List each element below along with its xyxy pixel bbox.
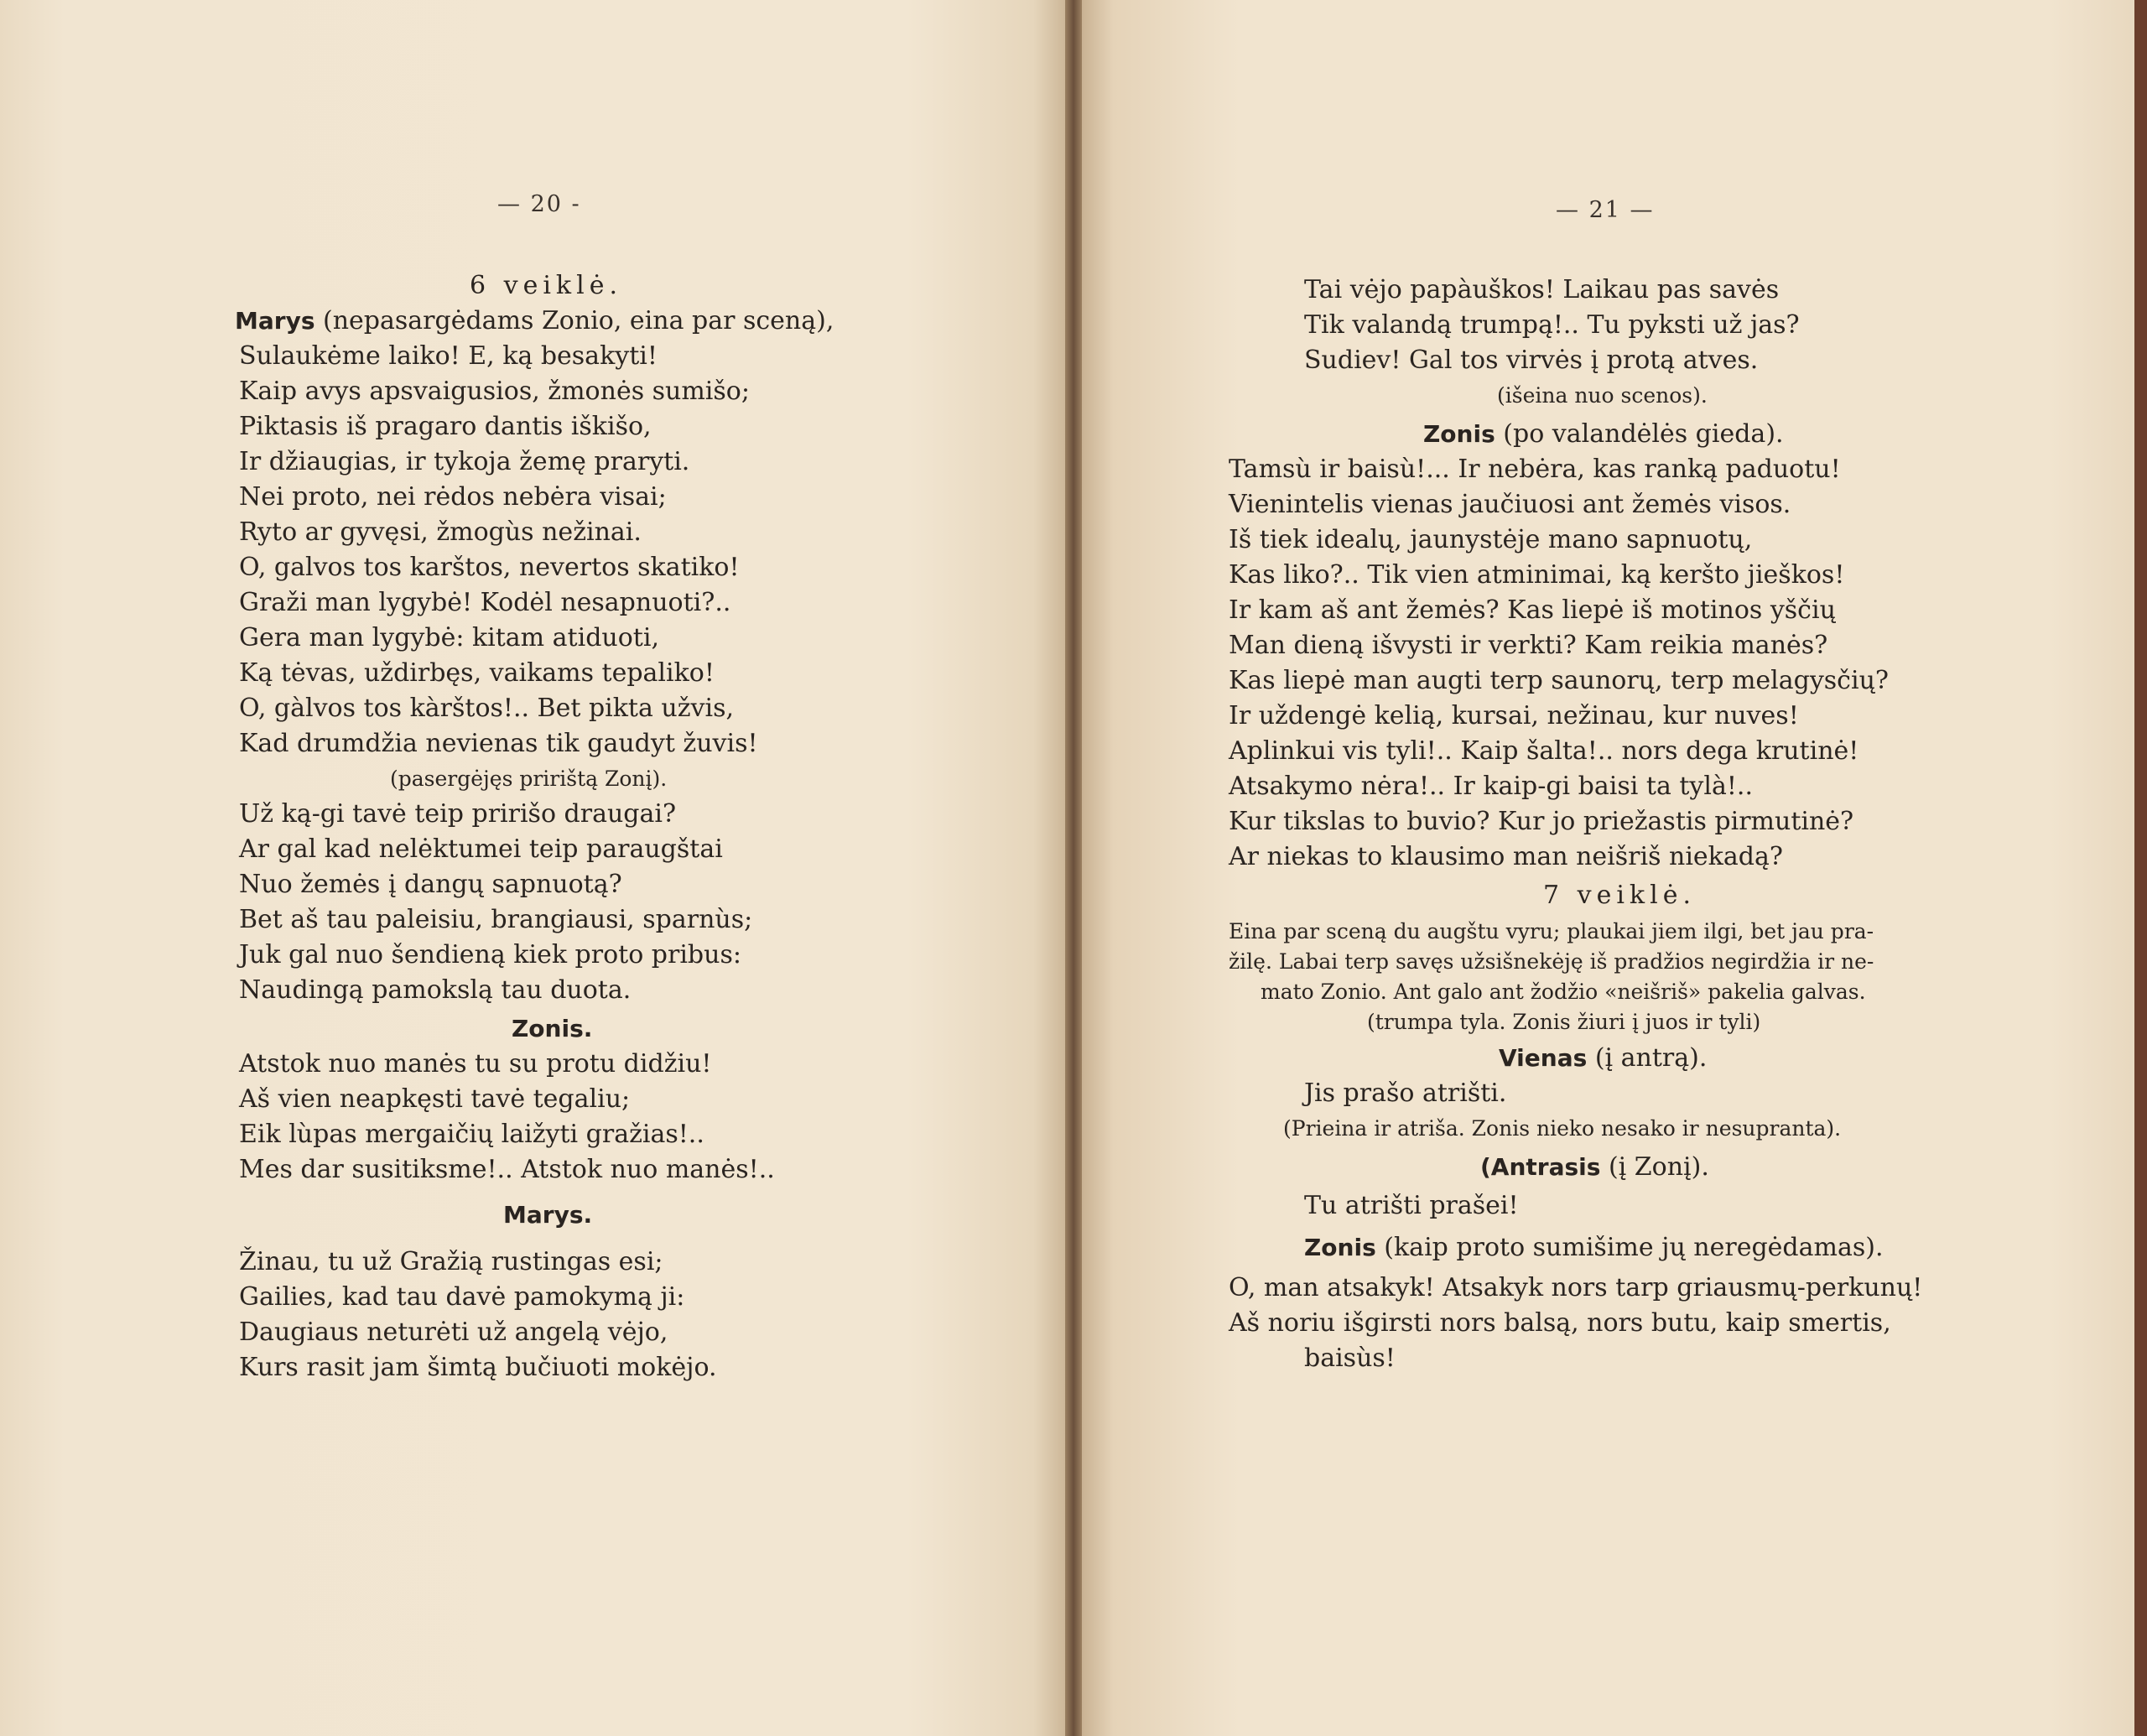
verse-line: Gailies, kad tau davė pamokymą ji: (239, 1282, 685, 1312)
verse-line: Aš vien neapkęsti tavė tegaliu; (239, 1084, 631, 1114)
verse-line: Ir džiaugias, ir tykoja žemę praryti. (239, 447, 690, 476)
verse-line: Ryto ar gyvęsi, žmogùs nežinai. (239, 517, 642, 547)
stage-direction: (Prieina ir atriša. Zonis nieko nesako ir nesupranta). (1283, 1116, 1842, 1141)
verse-line: Daugiaus neturėti už angelą vėjo, (239, 1318, 668, 1347)
verse-line: Vienintelis vienas jaučiuosi ant žemės visos. (1229, 490, 1791, 519)
verse-line: Kaip avys apsvaigusios, žmonės sumišo; (239, 377, 750, 406)
verse-line: Tu atrišti prašei! (1304, 1191, 1519, 1220)
speaker-direction: (į antrą). (1594, 1043, 1708, 1073)
verse-line: Kad drumdžia nevienas tik gaudyt žuvis! (239, 729, 758, 758)
speaker-name: Marys (235, 307, 315, 335)
speaker-name: Zonis (1423, 420, 1495, 448)
right-page-number: — 21 — (1556, 197, 1655, 223)
verse-line: Žinau, tu už Gražią rustingas esi; (239, 1247, 663, 1276)
stage-direction: (išeina nuo scenos). (1497, 383, 1708, 408)
speaker-name: Vienas (1499, 1044, 1588, 1072)
verse-line: Iš tiek idealų, jaunystėje mano sapnuotų, (1229, 525, 1753, 554)
left-page (0, 0, 1065, 1736)
verse-line: Ir kam aš ant žemės? Kas liepė iš motinos yščių (1229, 595, 1836, 625)
speaker-line-zonis-2 (1229, 1230, 2067, 1266)
verse-line: Ir uždengė kelią, kursai, nežinau, kur nuves! (1229, 701, 1799, 730)
verse-line: Naudingą pamokslą tau duota. (239, 975, 632, 1005)
speaker-name-marys: Marys. (503, 1201, 593, 1229)
speaker-name: Zonis (1304, 1234, 1376, 1261)
verse-line: Mes dar susitiksme!.. Atstok nuo manės!.. (239, 1155, 775, 1184)
speaker-line-antrasis (1229, 1150, 2067, 1185)
verse-line: Bet aš tau paleisiu, brangiausi, sparnùs; (239, 905, 753, 934)
verse-line: Ar gal kad nelėktumei teip paraugštai (239, 834, 723, 864)
verse-line: baisùs! (1304, 1344, 1396, 1373)
verse-line: Atstok nuo manės tu su protu didžiu! (239, 1049, 712, 1079)
verse-line: O, gàlvos tos kàrštos!.. Bet pikta užvis, (239, 694, 735, 723)
verse-line: Piktasis iš pragaro dantis iškišo, (239, 412, 652, 441)
speaker-line-marys (235, 304, 1011, 339)
verse-line: Atsakymo nėra!.. Ir kaip-gi baisi ta tylà!.. (1229, 772, 1753, 801)
verse-line: Už ką-gi tavė teip pririšo draugai? (239, 799, 677, 829)
speaker-open-paren: ( (1480, 1153, 1491, 1181)
verse-line: Man dieną išvysti ir verkti? Kam reikia manės? (1229, 631, 1828, 660)
stage-paragraph-line: Eina par sceną du augštu vyru; plaukai jiem ilgi, bet jau pra- (1229, 919, 1874, 943)
speaker-direction: (nepasargėdams Zonio, eina par sceną), (323, 306, 834, 335)
verse-line: Eik lùpas mergaičių laižyti gražias!.. (239, 1120, 704, 1149)
verse-line: Aš noriu išgirsti nors balsą, nors butu, kaip smertis, (1229, 1308, 1891, 1338)
stage-paragraph-line: žilę. Labai terp savęs užsišnekėję iš pradžios negirdžia ir ne- (1229, 949, 1874, 974)
verse-line: Nuo žemės į dangų sapnuotą? (239, 870, 622, 899)
stage-paragraph-line: mato Zonio. Ant galo ant žodžio «neišriš» pakelia galvas. (1261, 980, 1866, 1004)
left-page-text (235, 268, 1011, 1385)
speaker-line-vienas (1229, 1041, 2067, 1076)
verse-line: Graži man lygybė! Kodėl nesapnuoti?.. (239, 588, 731, 617)
speaker-name-zonis: Zonis. (512, 1015, 593, 1042)
verse-line: Sulaukėme laiko! E, ką besakyti! (239, 341, 658, 371)
verse-line: O, galvos tos karštos, nevertos skatiko! (239, 553, 740, 582)
book-cover-edge (2134, 0, 2147, 1736)
speaker-line-zonis (1229, 417, 2067, 452)
verse-line: Ar niekas to klausimo man neišriš niekadą? (1229, 842, 1783, 871)
book-gutter (1065, 0, 1082, 1736)
verse-line: Tamsù ir baisù!... Ir nebėra, kas ranką paduotu! (1229, 455, 1841, 484)
scene-heading-7: 7 veiklė. (1543, 881, 1696, 910)
verse-line: Tik valandą trumpą!.. Tu pyksti už jas? (1304, 310, 1800, 340)
stage-paragraph-line: (trumpa tyla. Zonis žiuri į juos ir tyli) (1367, 1010, 1761, 1034)
verse-line: Ką tėvas, uždirbęs, vaikams tepaliko! (239, 658, 715, 688)
verse-line: O, man atsakyk! Atsakyk nors tarp griausmų-perkunų! (1229, 1273, 1923, 1302)
verse-line: Kas liepė man augti terp saunorų, terp melagysčių? (1229, 666, 1889, 695)
verse-line: Gera man lygybė: kitam atiduoti, (239, 623, 659, 652)
speaker-direction: (į Zonį). (1608, 1152, 1709, 1182)
speaker-direction: (kaip proto sumišime jų neregėdamas). (1384, 1233, 1884, 1262)
left-page-number: — 20 - (497, 191, 581, 217)
verse-line: Kurs rasit jam šimtą bučiuoti mokėjo. (239, 1353, 717, 1382)
stage-direction: (pasergėjęs pririštą Zonį). (390, 767, 668, 791)
speaker-name: Antrasis (1490, 1153, 1601, 1181)
verse-line: Kur tikslas to buvio? Kur jo priežastis pirmutinė? (1229, 807, 1854, 836)
verse-line: Tai vėjo papàuškos! Laikau pas savės (1304, 275, 1780, 304)
right-page (1082, 0, 2134, 1736)
verse-line: Juk gal nuo šendieną kiek proto pribus: (239, 940, 741, 969)
scene-heading-6: 6 veiklė. (470, 271, 622, 300)
verse-line: Nei proto, nei rėdos nebėra visai; (239, 482, 667, 512)
speaker-direction: (po valandėlės gieda). (1503, 419, 1784, 449)
verse-line: Kas liko?.. Tik vien atminimai, ką keršto jieškos! (1229, 560, 1845, 590)
right-page-text (1229, 273, 2067, 1376)
verse-line: Sudiev! Gal tos virvės į protą atves. (1304, 346, 1759, 375)
verse-line: Jis prašo atrišti. (1304, 1079, 1507, 1108)
verse-line: Aplinkui vis tyli!.. Kaip šalta!.. nors dega krutinė! (1229, 736, 1859, 766)
